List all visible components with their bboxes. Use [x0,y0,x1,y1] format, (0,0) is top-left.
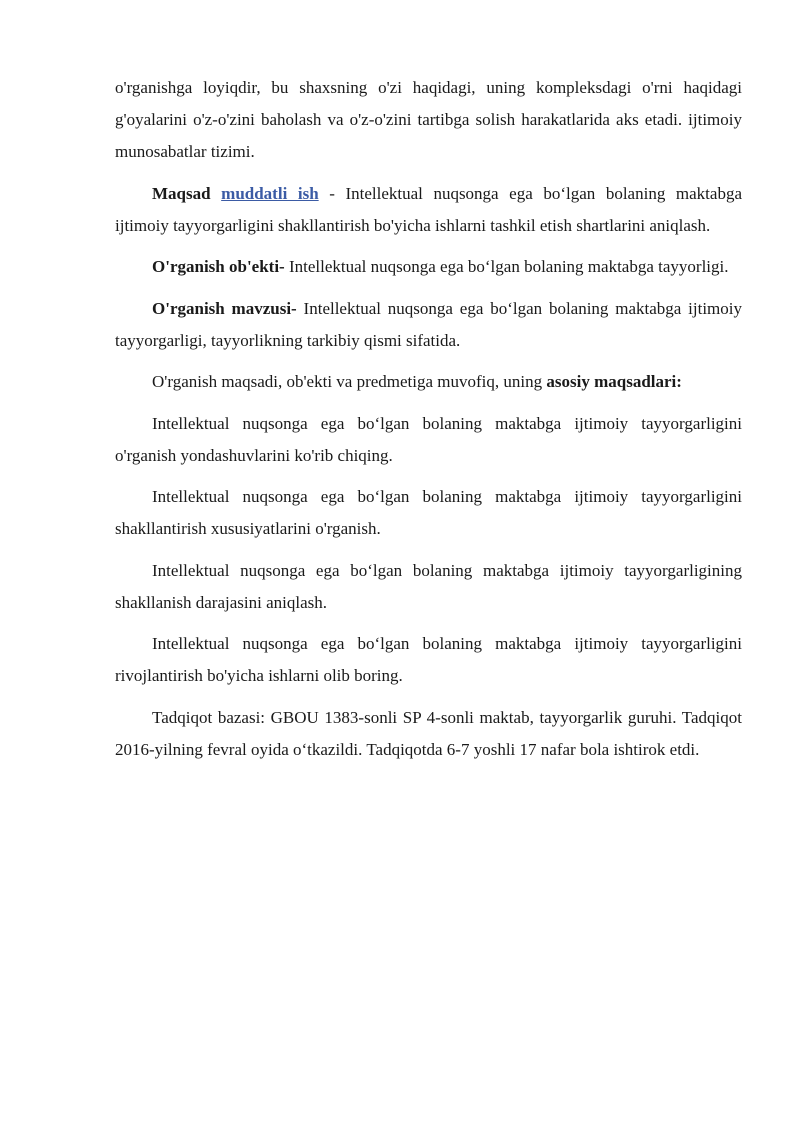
goal-label: Maqsad [152,183,211,203]
paragraph-objective-1: Intellektual nuqsonga ega bo‘lgan bolaning maktabga ijtimoiy tayyorgarligini o'rganish yondashuvlarini ko'rib chiqing. [115,413,742,465]
subject-label: O'rganish mavzusi- [152,298,297,318]
paragraph-goal [115,178,742,242]
paragraph-objectives-intro [115,366,742,398]
paragraph-subject [115,293,742,357]
paragraph-objective-2: Intellektual nuqsonga ega bo‘lgan bolaning maktabga ijtimoiy tayyorgarligini shakllantirish xususiyatlarini o'rganish. [115,487,742,538]
document-page [115,72,742,775]
objectives-intro-text: O'rganish maqsadi, ob'ekti va predmetiga muvofiq, uning [152,372,547,391]
paragraph-objective-3: Intellektual nuqsonga ega bo‘lgan bolaning maktabga ijtimoiy tayyorgarligining shakllanish darajasini aniqlash. [115,560,742,612]
subject-text: Intellektual nuqsonga ega bo‘lgan bolaning maktabga ijtimoiy tayyorgarligi, tayyorlikning tarkibiy qismi sifatida. [115,298,742,350]
objectives-label: asosiy maqsadlari: [546,372,682,391]
object-label: O'rganish ob'ekti- [152,257,285,276]
paragraph-object [115,251,742,283]
object-text: Intellektual nuqsonga ega bo‘lgan bolaning maktabga tayyorligi. [284,257,729,276]
paragraph-intro: o'rganishga loyiqdir, bu shaxsning o'zi haqidagi, uning kompleksdagi o'rni haqidagi g'oyalarini o'z-o'zini baholash va o'z-o'zini tartibga solish harakatlarida aks etadi. ijtimoiy munosabatlar tizimi. [115,78,742,161]
goal-text: - Intellektual nuqsonga ega bo‘lgan bolaning maktabga ijtimoiy tayyorgarligini shakllantirish bo'yicha ishlarni tashkil etish shartlarini aniqlash. [115,183,742,235]
paragraph-research-base: Tadqiqot bazasi: GBOU 1383-sonli SP 4-sonli maktab, tayyorgarlik guruhi. Tadqiqot 2016-yilning fevral oyida o‘tkazildi. Tadqiqotda 6-7 yoshli 17 nafar bola ishtirok etdi. [115,707,742,759]
paragraph-objective-4: Intellektual nuqsonga ega bo‘lgan bolaning maktabga ijtimoiy tayyorgarligini rivojlantirish bo'yicha ishlarni olib boring. [115,634,742,685]
muddatli-ish-link[interactable]: muddatli ish [221,183,319,203]
